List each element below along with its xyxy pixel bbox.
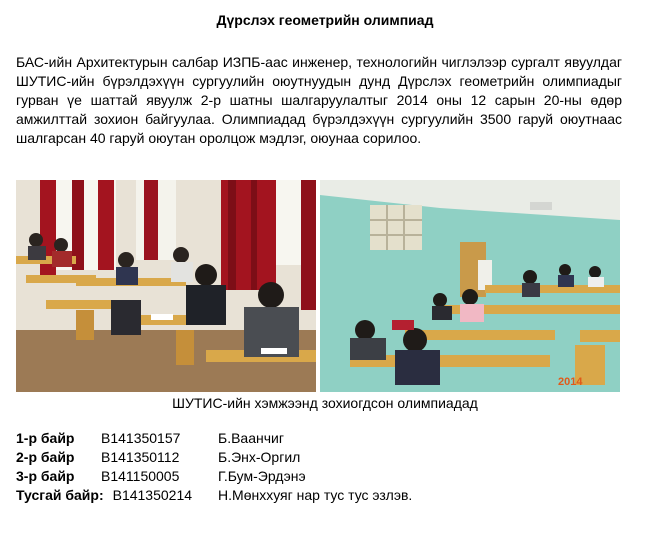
winners-list [16,429,626,505]
photo-strip [16,180,620,392]
winner-name: Г.Бум-Эрдэнэ [218,468,306,484]
special-winner-row [16,486,626,505]
winner-place: 2-р байр [16,449,75,465]
photo-left-classroom [16,180,316,392]
photo-right-classroom [320,180,620,392]
document-title: Дүрслэх геометрийн олимпиад [216,12,434,28]
winner-name: Б.Энх-Оргил [218,449,301,465]
special-place: Тусгай байр: [16,487,104,503]
winner-place: 1-р байр [16,430,75,446]
winner-name: Б.Ваанчиг [218,430,284,446]
winner-code: B141350157 [101,430,181,446]
photo-caption: ШУТИС-ийн хэмжээнд зохиогдсон олимпиадад [172,395,478,411]
special-code: B141350214 [112,487,193,503]
winner-row [16,448,626,467]
winner-place: 3-р байр [16,468,75,484]
winner-code: B141150005 [101,468,180,484]
winner-code: B141350112 [101,449,180,465]
special-text: Н.Мөнххуяг нар тус тус эзлэв. [218,487,413,503]
intro-paragraph: БАС-ийн Архитектурын салбар ИЗПБ-аас инженер, технологийн чиглэлээр сургалт явуулдаг ШУТИС-ийн бүрэлдэхүүн сургуулийн оюутнуудын дунд Дүрслэх геометрийн олимпиадыг гурван үе шаттай явуулж 2-р шатны шалгаруулалтыг 2014 оны 12 сарын 20-ны өдөр амжилттай зохион байгуулаа. Олимпиадад бүрэлдэхүүн сургуулийн 3500 гаруй оюутнаас шалгарсан 40 гаруй оюутан оролцож мэдлэг, оюунаа сорилоо. [16,54,622,146]
photo-date-stamp: 2014 [558,376,583,388]
winner-row [16,467,626,486]
winner-row [16,429,626,448]
